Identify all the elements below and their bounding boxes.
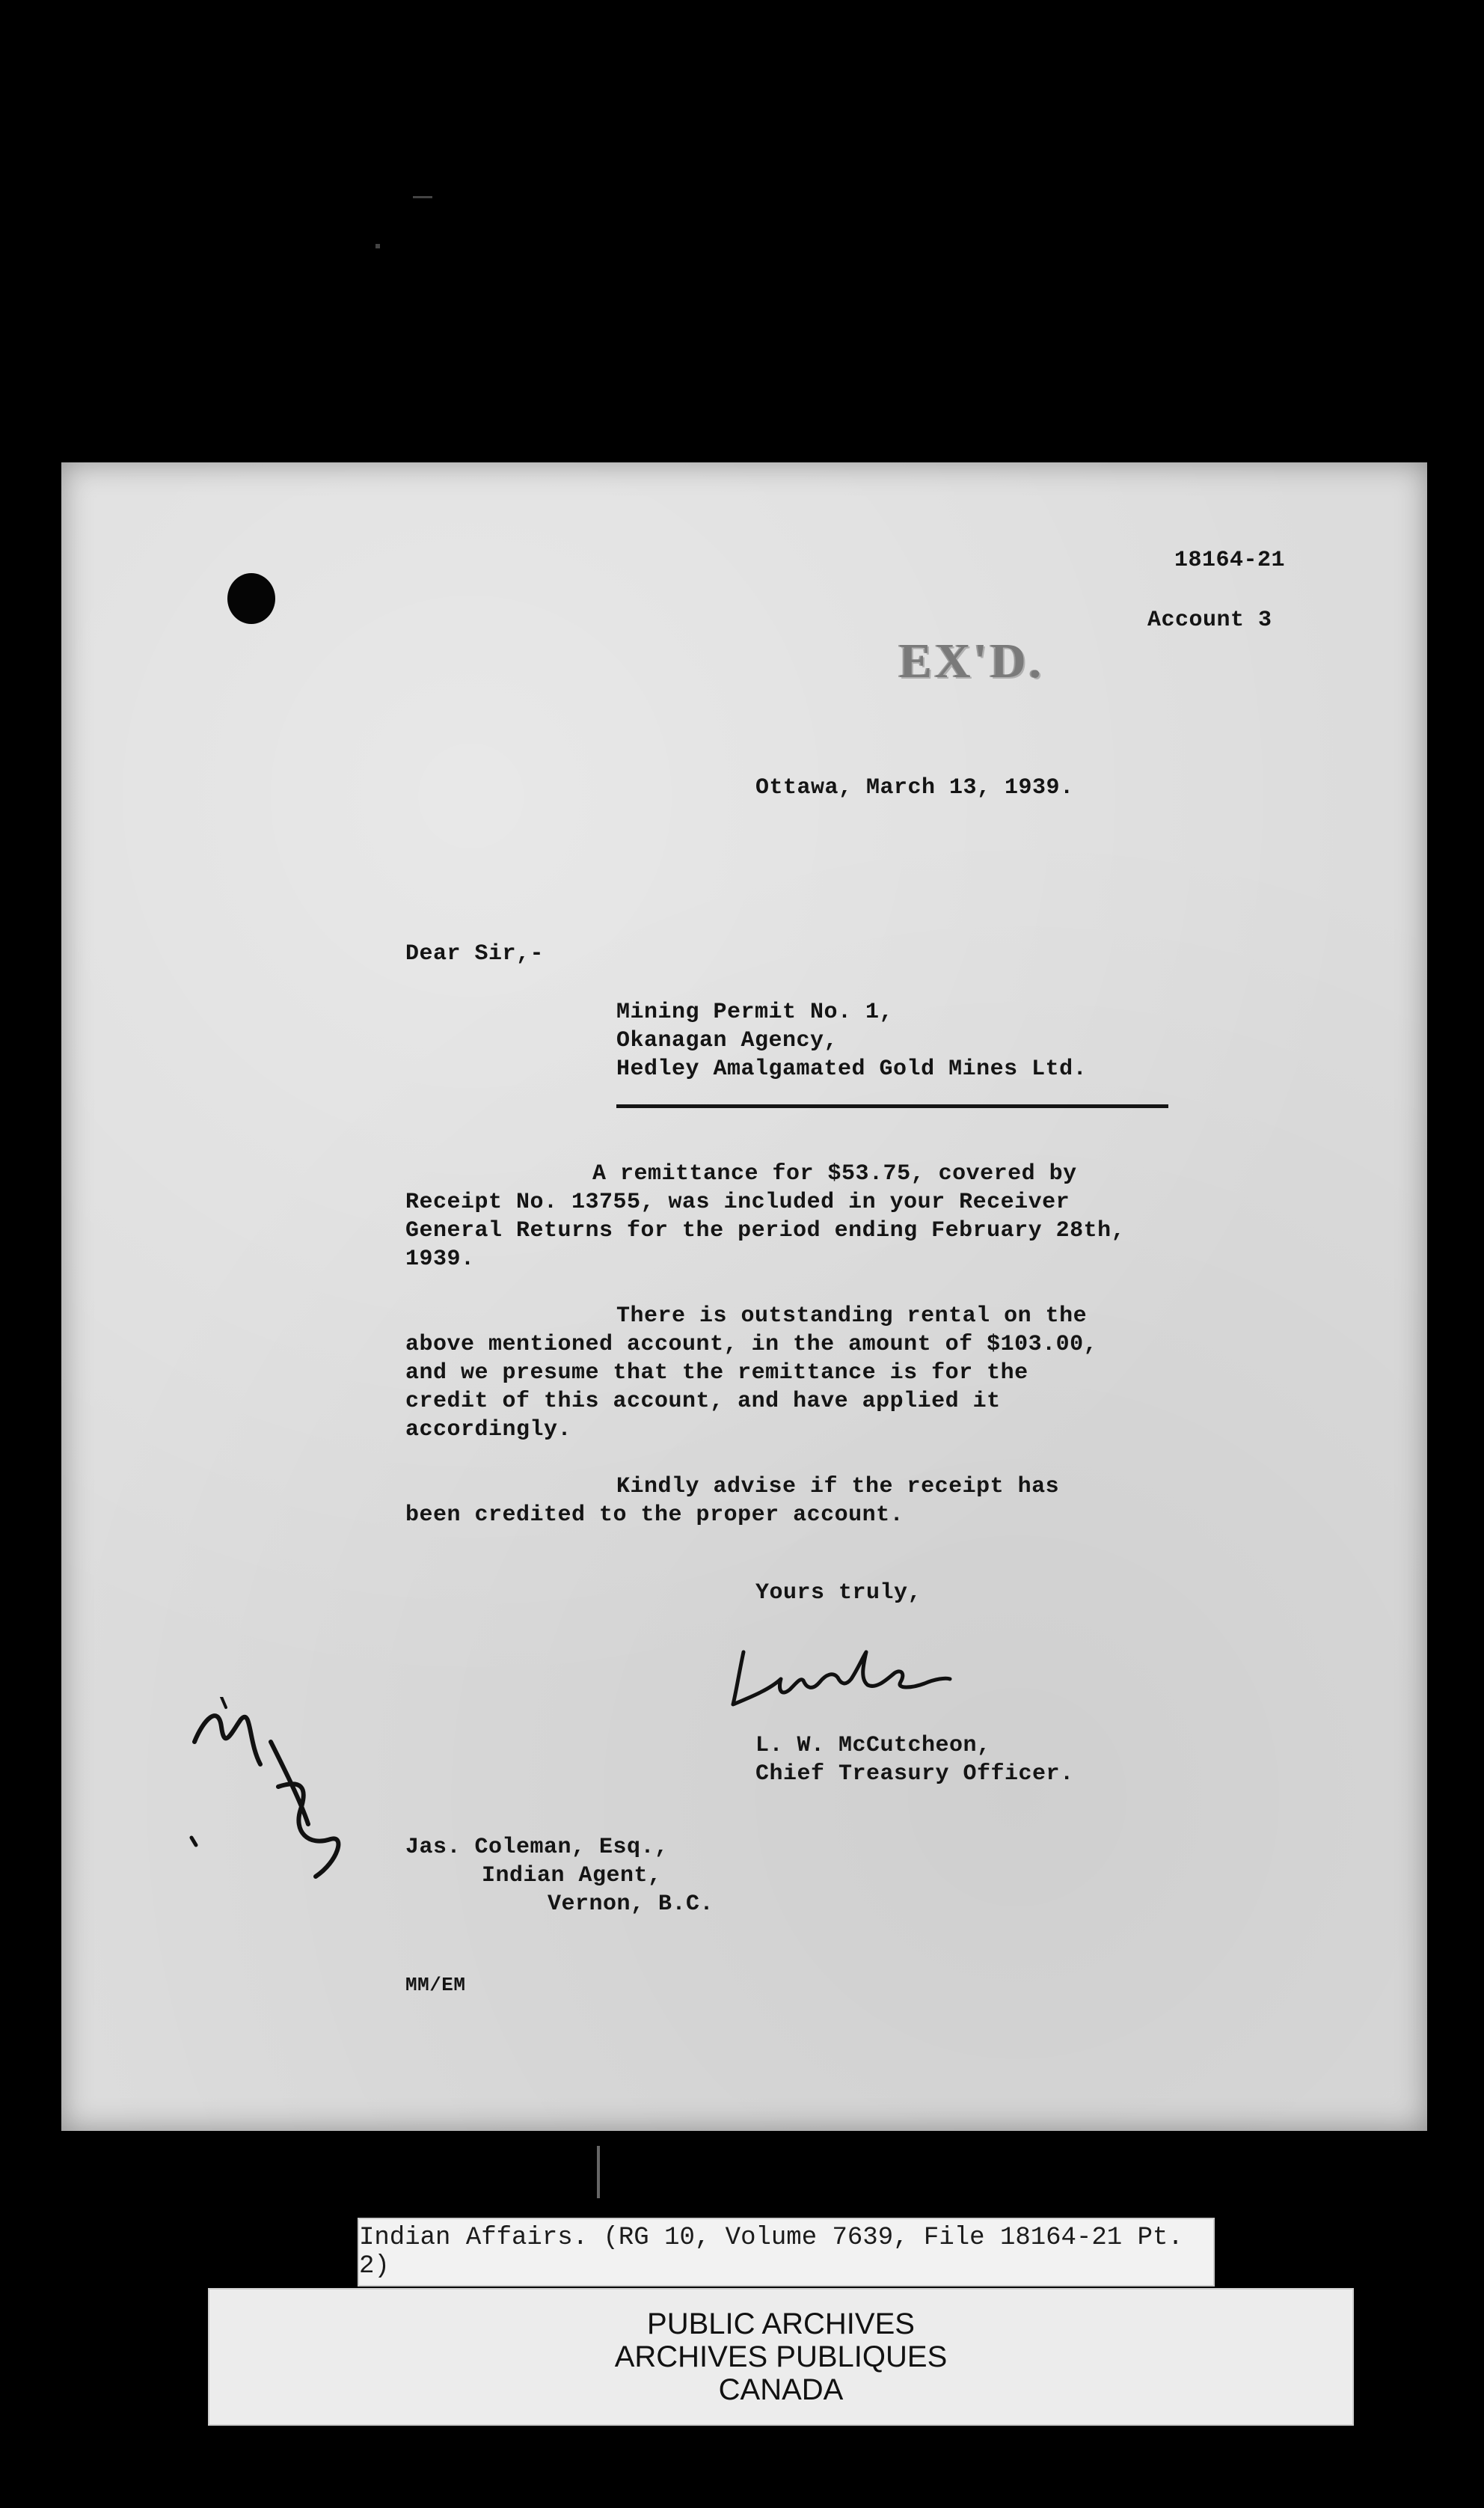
- dateline: Ottawa, March 13, 1939.: [755, 775, 1074, 801]
- film-scratch: [413, 196, 432, 198]
- paragraph-line: credit of this account, and have applied it: [405, 1389, 1001, 1414]
- subject-line: Okanagan Agency,: [616, 1028, 838, 1053]
- archive-stamp-line: ARCHIVES PUBLIQUES: [614, 2340, 948, 2373]
- paragraph-line: 1939.: [405, 1247, 475, 1272]
- public-archives-stamp: [208, 2288, 1354, 2426]
- addressee-line: Indian Agent,: [482, 1863, 662, 1888]
- signer-title: Chief Treasury Officer.: [755, 1761, 1074, 1787]
- salutation: Dear Sir,-: [405, 941, 545, 967]
- letter-page: [61, 462, 1427, 2131]
- signer-name: L. W. McCutcheon,: [755, 1733, 991, 1758]
- paragraph-line: accordingly.: [405, 1417, 572, 1443]
- paragraph-line: Receipt No. 13755, was included in your Receiver: [405, 1190, 1070, 1215]
- paragraph-line: There is outstanding rental on the: [616, 1303, 1088, 1329]
- film-scratch: [375, 244, 380, 248]
- paragraph-line: above mentioned account, in the amount of $103.00,: [405, 1332, 1098, 1357]
- archive-reference-label: Indian Affairs. (RG 10, Volume 7639, File 18164-21 Pt. 2): [358, 2218, 1215, 2287]
- addressee-line: Vernon, B.C.: [548, 1891, 714, 1917]
- addressee-line: Jas. Coleman, Esq.,: [405, 1835, 669, 1860]
- paragraph-line: A remittance for $53.75, covered by: [592, 1161, 1077, 1187]
- paragraph-line: Kindly advise if the receipt has: [616, 1474, 1060, 1499]
- paragraph-line: General Returns for the period ending February 28th,: [405, 1218, 1126, 1244]
- exd-stamp: EX'D.: [899, 634, 1045, 688]
- account-number: Account 3: [1147, 608, 1272, 633]
- typist-reference: MM/EM: [405, 1974, 466, 1996]
- punch-hole: [227, 573, 275, 624]
- handwritten-initials: [188, 1697, 383, 1891]
- paragraph-line: been credited to the proper account.: [405, 1502, 904, 1528]
- paragraph-line: and we presume that the remittance is for the: [405, 1360, 1028, 1386]
- handwritten-signature: [729, 1643, 953, 1710]
- closing: Yours truly,: [755, 1580, 922, 1606]
- film-scratch: [597, 2146, 600, 2198]
- file-number: 18164-21: [1174, 548, 1286, 573]
- archive-stamp-line: PUBLIC ARCHIVES: [647, 2307, 915, 2340]
- subject-line: Hedley Amalgamated Gold Mines Ltd.: [616, 1056, 1088, 1082]
- subject-line: Mining Permit No. 1,: [616, 1000, 894, 1025]
- archive-stamp-line: CANADA: [718, 2373, 844, 2406]
- subject-underline: [616, 1104, 1168, 1108]
